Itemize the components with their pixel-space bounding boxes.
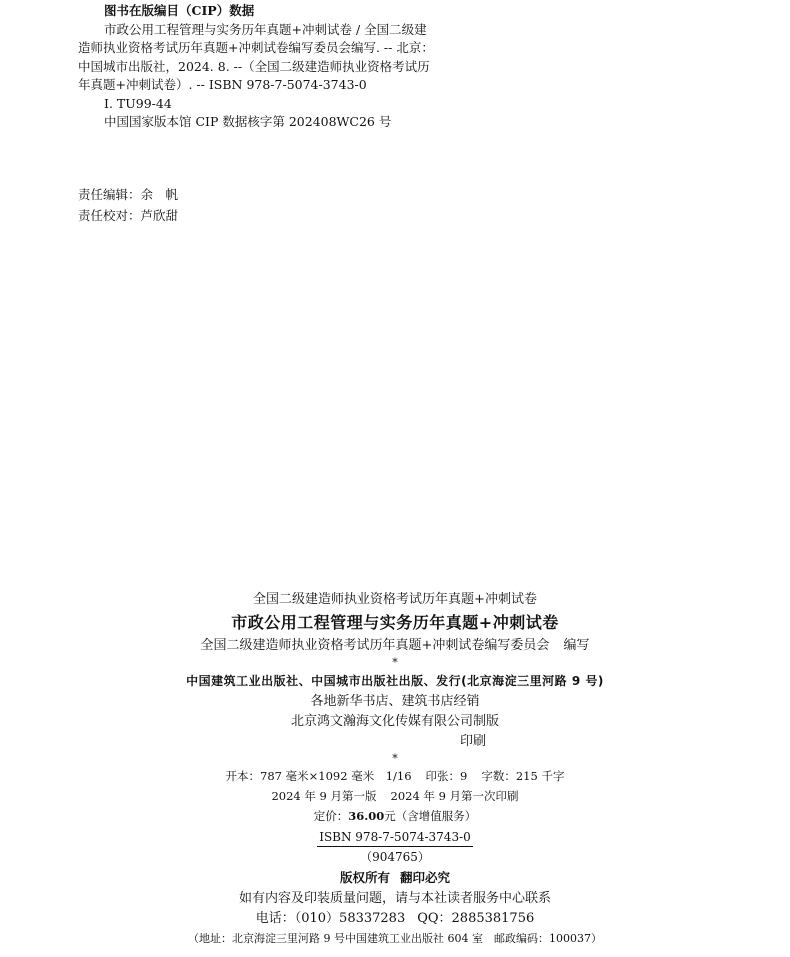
cip-entry: 市政公用工程管理与实务历年真题+冲刺试卷 / 全国二级建造师执业资格考试历年真题+冲刺试卷编写委员会编写. -- 北京：中国城市出版社，2024. 8. --（全国二级建造师执业资格考试历年真题+冲刺试卷）. -- ISBN 978-7-5074-3743-0	[78, 21, 434, 92]
price-value: 36.00	[348, 809, 385, 823]
cip-heading: 图书在版编目（CIP）数据	[104, 3, 255, 18]
price-unit: 元（含增值服务）	[384, 809, 477, 823]
distributor-line: 各地新华书店、建筑书店经销	[310, 694, 480, 709]
quality-notice: 如有内容及印装质量问题，请与本社读者服务中心联系	[238, 891, 551, 906]
phone: 电话：（010）58337283	[255, 911, 406, 926]
rights-right: 翻印必究	[400, 870, 451, 885]
colophon	[0, 590, 790, 949]
edition: 2024 年 9 月第一版	[271, 789, 377, 803]
address-line: （地址：北京海淀三里河路 9 号中国建筑工业出版社 604 室 邮政编码：100037）	[188, 932, 602, 945]
rights-left: 版权所有	[339, 870, 390, 885]
specs-words: 字数：215 千字	[481, 769, 565, 783]
responsible-proofreader: 责任校对：芦欣甜	[78, 208, 179, 223]
responsible-editor: 责任编辑：余 帆	[78, 187, 179, 202]
qq: QQ：2885381756	[417, 911, 535, 926]
compiler-role: 编写	[563, 638, 590, 653]
separator-star-2: *	[392, 752, 398, 765]
specs-line	[0, 766, 790, 786]
cip-classification: Ⅰ. TU99-44	[104, 95, 172, 111]
isbn: ISBN 978-7-5074-3743-0	[317, 829, 473, 847]
book-code: （904765）	[360, 850, 430, 864]
series-title: 全国二级建造师执业资格考试历年真题+冲刺试卷	[253, 592, 537, 607]
contact-line	[0, 909, 790, 929]
compiler-name: 全国二级建造师执业资格考试历年真题+冲刺试卷编写委员会	[200, 638, 550, 653]
price-line	[0, 806, 790, 826]
typesetter-line: 北京鸿文瀚海文化传媒有限公司制版	[290, 714, 499, 729]
edition-line	[0, 786, 790, 806]
separator-star: *	[392, 656, 398, 669]
printing: 2024 年 9 月第一次印刷	[390, 789, 519, 803]
publisher-line: 中国建筑工业出版社、中国城市出版社出版、发行(北京海淀三里河路 9 号)	[186, 674, 604, 688]
rights-line	[0, 867, 790, 889]
cip-block	[78, 0, 438, 132]
price-label: 定价：	[313, 809, 349, 823]
specs-format: 开本：787 毫米×1092 毫米 1/16	[225, 769, 412, 783]
specs-sheets: 印张：9	[425, 769, 468, 783]
printer-line	[0, 732, 790, 752]
printer-label: 印刷	[460, 734, 487, 749]
compiler-line	[0, 636, 790, 656]
editors-block	[78, 184, 178, 226]
book-title: 市政公用工程管理与实务历年真题+冲刺试卷	[231, 613, 559, 632]
isbn-row	[0, 826, 790, 847]
cip-record-number: 中国国家版本馆 CIP 数据核字第 202408WC26 号	[104, 114, 392, 129]
